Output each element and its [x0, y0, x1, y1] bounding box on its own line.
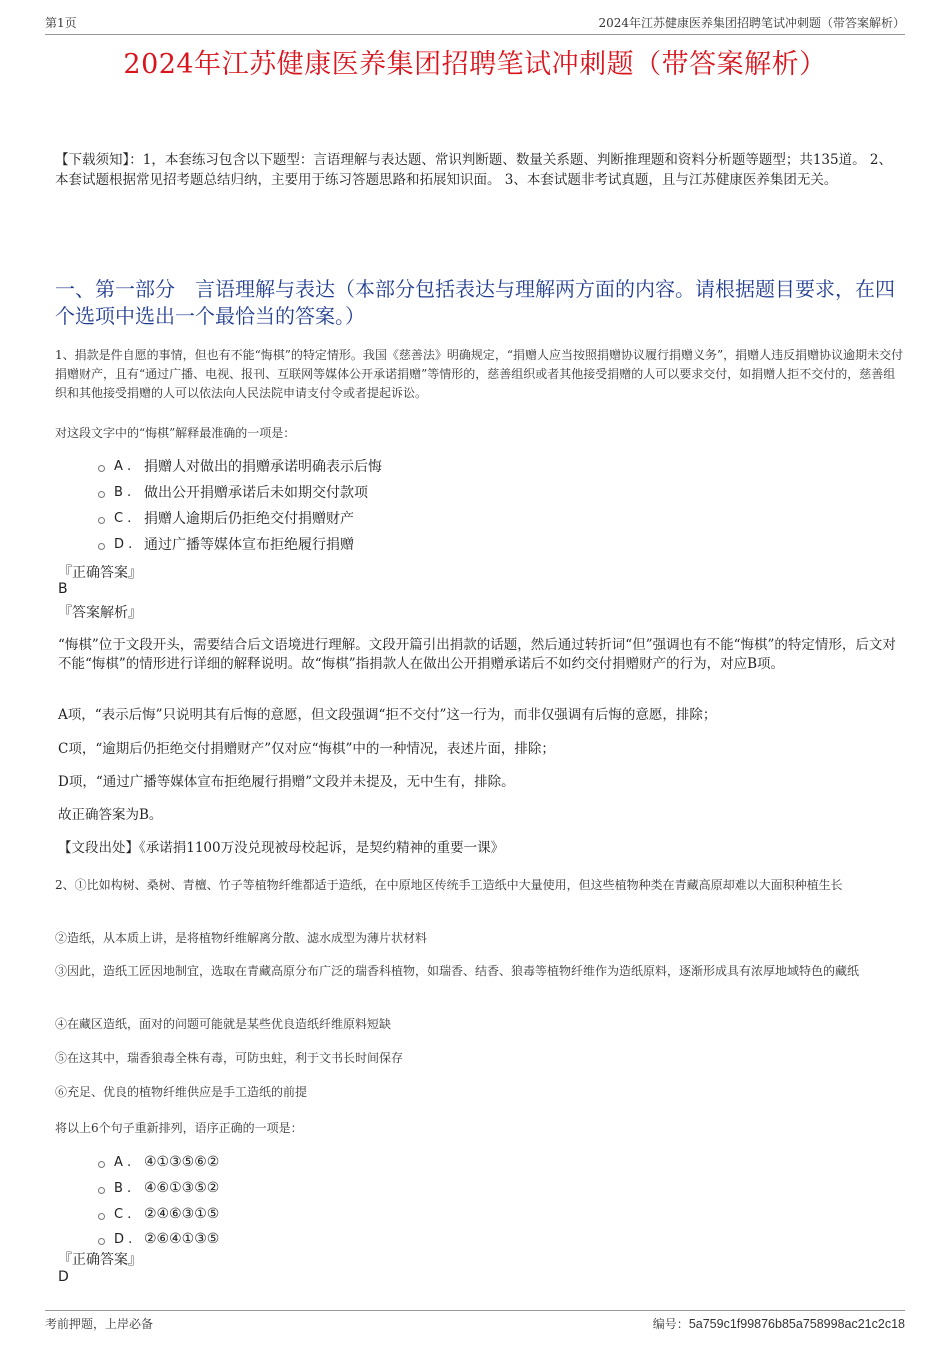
option-letter: D . — [114, 1231, 133, 1247]
option-text: 通过广播等媒体宣布拒绝履行捐赠 — [144, 537, 354, 553]
option-letter: A . — [114, 1154, 132, 1170]
option-text: 捐赠人逾期后仍拒绝交付捐赠财产 — [144, 511, 354, 527]
option-text: ②⑥④①③⑤ — [144, 1231, 220, 1247]
option-letter: B . — [114, 1180, 132, 1196]
q2-sentence: ⑥充足、优良的植物纤维供应是手工造纸的前提 — [55, 1085, 308, 1099]
option-text: ②④⑥③①⑤ — [144, 1206, 220, 1222]
q2-sentence: ⑤在这其中，瑞香狼毒全株有毒，可防虫蛀，利于文书长时间保存 — [55, 1051, 404, 1065]
download-notice: 【下载须知】：1，本套练习包含以下题型：言语理解与表达题、常识判断题、数量关系题、判断推理题和资料分析题等题型；共135道。 2、本套试题根据常见招考题总结归纳，主要用于练习答题思路和拓展知识面。 3、本套试题非考试真题，且与江苏健康医养集团无关。 — [55, 152, 892, 188]
q2-option-c[interactable] — [98, 1204, 219, 1224]
radio-icon[interactable] — [98, 517, 105, 524]
q1-analysis-paragraph: “悔棋”位于文段开头，需要结合后文语境进行理解。文段开篇引出捐款的话题，然后通过转折词“但”强调也有不能“悔棋”的特定情形，后文对不能“悔棋”的情形进行详细的解释说明。故“悔棋”指捐款人在做出公开捐赠承诺后不如约交付捐赠财产的行为，对应B项。 — [58, 637, 896, 672]
radio-icon[interactable] — [98, 1187, 105, 1194]
radio-icon[interactable] — [98, 1238, 105, 1245]
q2-sentence: ②造纸，从本质上讲，是将植物纤维解离分散、滤水成型为薄片状材料 — [55, 931, 428, 945]
footer-code-label: 编号： — [652, 1317, 689, 1331]
q1-prompt: 对这段文字中的“悔棋”解释最准确的一项是： — [55, 426, 296, 440]
option-letter: C . — [114, 510, 132, 526]
q2-option-d[interactable] — [98, 1229, 219, 1249]
q1-option-d[interactable] — [98, 534, 354, 554]
q2-answer: D — [58, 1269, 69, 1285]
header-doc-title: 2024年江苏健康医养集团招聘笔试冲刺题（带答案解析） — [598, 16, 905, 30]
page-number: 第1页 — [45, 16, 77, 30]
footer-slogan: 考前押题，上岸必备 — [45, 1317, 154, 1331]
q1-analysis-label: 『答案解析』 — [58, 605, 142, 621]
q2-sentence: ④在藏区造纸，面对的问题可能就是某些优良造纸纤维原料短缺 — [55, 1017, 392, 1031]
q1-option-c[interactable] — [98, 508, 354, 528]
footer-code — [653, 1315, 905, 1332]
option-letter: C . — [114, 1206, 132, 1222]
q2-answer-label: 『正确答案』 — [58, 1252, 142, 1268]
q2-prompt: 将以上6个句子重新排列，语序正确的一项是： — [55, 1121, 303, 1135]
document-title: 2024年江苏健康医养集团招聘笔试冲刺题（带答案解析） — [123, 49, 827, 80]
option-letter: B . — [114, 484, 132, 500]
q1-analysis-paragraph: 故正确答案为B。 — [58, 807, 163, 823]
radio-icon[interactable] — [98, 465, 105, 472]
radio-icon[interactable] — [98, 1213, 105, 1220]
q1-answer: B — [58, 581, 68, 597]
q2-option-a[interactable] — [98, 1152, 219, 1172]
q1-analysis-paragraph: A项，“表示后悔”只说明其有后悔的意愿，但文段强调“拒不交付”这一行为，而非仅强调有后悔的意愿，排除； — [58, 707, 717, 723]
option-text: ④⑥①③⑤② — [144, 1180, 220, 1196]
section-heading: 一、第一部分 言语理解与表达（本部分包括表达与理解两方面的内容。请根据题目要求，在四个选项中选出一个最恰当的答案。） — [55, 277, 895, 328]
option-text: 做出公开捐赠承诺后未如期交付款项 — [144, 485, 368, 501]
q1-analysis-paragraph: D项，“通过广播等媒体宣布拒绝履行捐赠”文段并未提及，无中生有，排除。 — [58, 774, 515, 790]
q1-answer-label: 『正确答案』 — [58, 565, 142, 581]
q1-source: 【文段出处】《承诺捐1100万没兑现被母校起诉，是契约精神的重要一课》 — [58, 840, 505, 856]
option-letter: D . — [114, 536, 133, 552]
option-text: ④①③⑤⑥② — [144, 1154, 220, 1170]
page-footer — [45, 1310, 905, 1332]
radio-icon[interactable] — [98, 543, 105, 550]
footer-code-value: 5a759c1f99876b85a758998ac21c2c18 — [688, 1317, 905, 1331]
q1-option-a[interactable] — [98, 456, 382, 476]
option-text: 捐赠人对做出的捐赠承诺明确表示后悔 — [144, 459, 382, 475]
option-letter: A . — [114, 458, 132, 474]
page-header — [45, 14, 905, 35]
q1-passage: 1、捐款是件自愿的事情，但也有不能“悔棋”的特定情形。我国《慈善法》明确规定，“捐赠人应当按照捐赠协议履行捐赠义务”，捐赠人违反捐赠协议逾期未交付捐赠财产，且有“通过广播、电视、报刊、互联网等媒体公开承诺捐赠”等情形的，慈善组织或者其他接受捐赠的人可以要求交付，如捐赠人拒不交付的，慈善组织和其他接受捐赠的人可以依法向人民法院申请支付令或者提起诉讼。 — [55, 348, 904, 400]
q2-sentence: ③因此，造纸工匠因地制宜，选取在青藏高原分布广泛的瑞香科植物，如瑞香、结香、狼毒等植物纤维作为造纸原料，逐渐形成具有浓厚地域特色的藏纸 — [55, 964, 860, 978]
q2-option-b[interactable] — [98, 1178, 219, 1198]
radio-icon[interactable] — [98, 1161, 105, 1168]
q2-sentence: 2、①比如构树、桑树、青檀、竹子等植物纤维都适于造纸，在中原地区传统手工造纸中大量使用，但这些植物种类在青藏高原却难以大面积种植生长 — [55, 878, 843, 892]
q1-analysis-paragraph: C项，“逾期后仍拒绝交付捐赠财产”仅对应“悔棋”中的一种情况，表述片面，排除； — [58, 741, 555, 757]
radio-icon[interactable] — [98, 491, 105, 498]
q1-option-b[interactable] — [98, 482, 368, 502]
